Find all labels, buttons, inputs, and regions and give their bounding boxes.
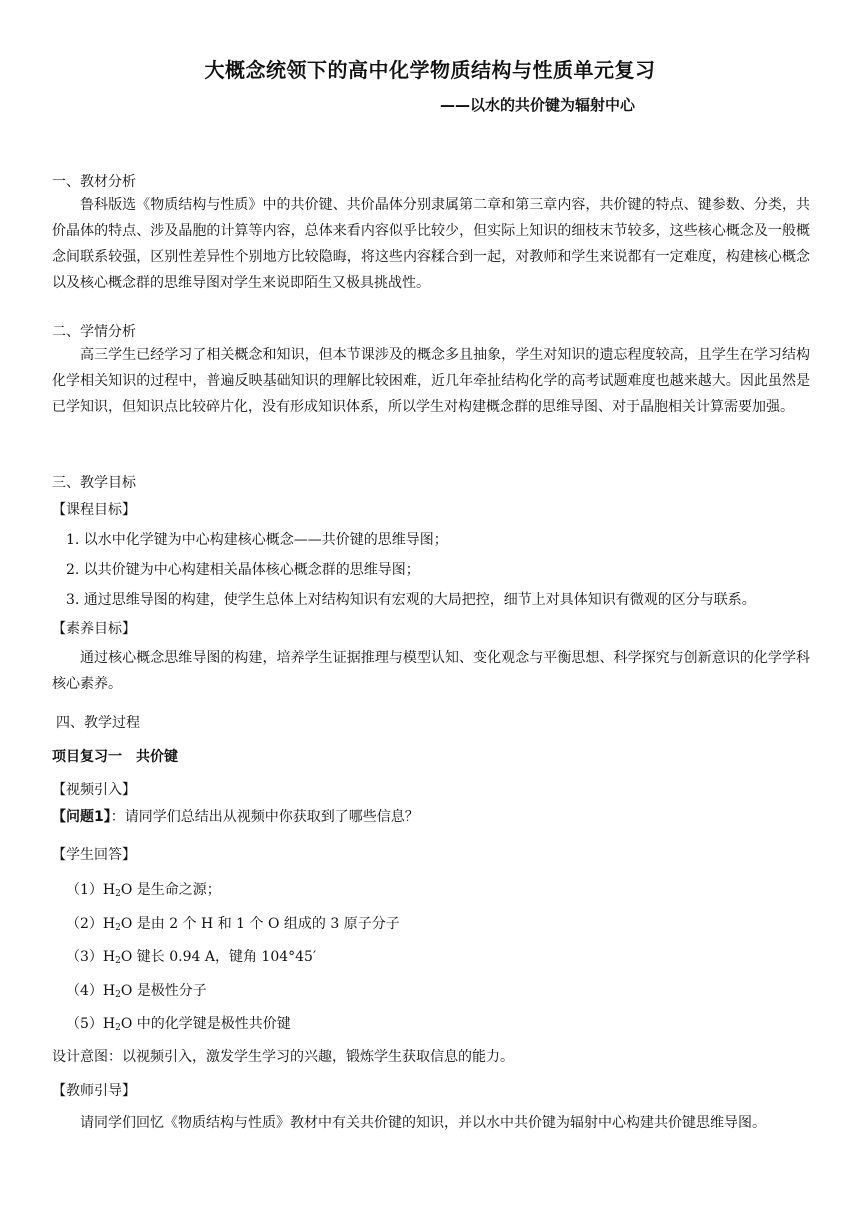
literacy-goal-paragraph: 通过核心概念思维导图的构建，培养学生证据推理与模型认知、变化观念与平衡思想、科学探究与创新意识的化学学科核心素养。 [52,650,810,692]
section-heading-textbook-analysis: 一、教材分析 [52,174,136,190]
goal-item: 3. 通过思维导图的构建，使学生总体上对结构知识有宏观的大局把控，细节上对具体知识有微观的区分与联系。 [66,592,756,608]
goal-item: 1. 以水中化学键为中心构建核心概念——共价键的思维导图； [66,532,448,548]
teacher-guide-text: 请同学们回忆《物质结构与性质》教材中有关共价键的知识，并以水中共价键为辐射中心构建共价键思维导图。 [80,1115,766,1131]
question-text: ：请同学们总结出从视频中你获取到了哪些信息？ [110,809,419,825]
section-heading-teaching-process: 四、教学过程 [56,715,140,731]
video-intro-label: 【视频引入】 [52,782,136,798]
document-title: 大概念统领下的高中化学物质结构与性质单元复习 [204,58,656,82]
project-title: 项目复习一 共价键 [52,749,178,765]
design-intent: 设计意图：以视频引入，激发学生学习的兴趣，锻炼学生获取信息的能力。 [52,1049,514,1065]
answer-item: $(3)H_2O$ 键长 0.94 A，键角 104°45′ [66,949,317,966]
document-subtitle: ——以水的共价键为辐射中心 [440,96,636,114]
section-heading-teaching-goals: 三、教学目标 [52,475,136,491]
question-line [52,807,419,827]
textbook-analysis-paragraph: 鲁科版选《物质结构与性质》中的共价键、共价晶体分别隶属第二章和第三章内容，共价键的特点、键参数、分类，共价晶体的特点、涉及晶胞的计算等内容，总体来看内容似乎比较少，但实际上知识的细枝末节较多，这些核心概念及一般概念间联系较强，区别性差异性个别地方比较隐晦，将这些内容糅合到一起，对教师和学生来说都有一定难度，构建核心概念以及核心概念群的思维导图对学生来说即陌生又极具挑战性。 [52,197,810,291]
course-goal-label: 【课程目标】 [52,502,136,518]
section-heading-student-analysis: 二、学情分析 [52,324,136,340]
question-label: 【问题1】 [52,809,111,825]
student-answer-label: 【学生回答】 [52,847,136,863]
answer-item: $(1)H_2O$ 是生命之源； [66,882,221,899]
answer-item: $(2)H_2O$ 是由 2 个 H 和 1 个 O 组成的 3 原子分子 [66,916,400,933]
answer-item: $(5)H_2O$ 中的化学键是极性共价键 [66,1016,291,1033]
goal-item: 2. 以共价键为中心构建相关晶体核心概念群的思维导图； [66,562,420,578]
answer-item: $(4)H_2O$ 是极性分子 [66,983,207,1000]
literacy-goal-label: 【素养目标】 [52,621,136,637]
teacher-guide-label: 【教师引导】 [52,1083,136,1099]
student-analysis-paragraph: 高三学生已经学习了相关概念和知识，但本节课涉及的概念多且抽象，学生对知识的遗忘程度较高，且学生在学习结构化学相关知识的过程中，普遍反映基础知识的理解比较困难，近几年牵扯结构化学的高考试题难度也越来越大。因此虽然是已学知识，但知识点比较碎片化，没有形成知识体系，所以学生对构建概念群的思维导图、对于晶胞相关计算需要加强。 [52,347,810,415]
